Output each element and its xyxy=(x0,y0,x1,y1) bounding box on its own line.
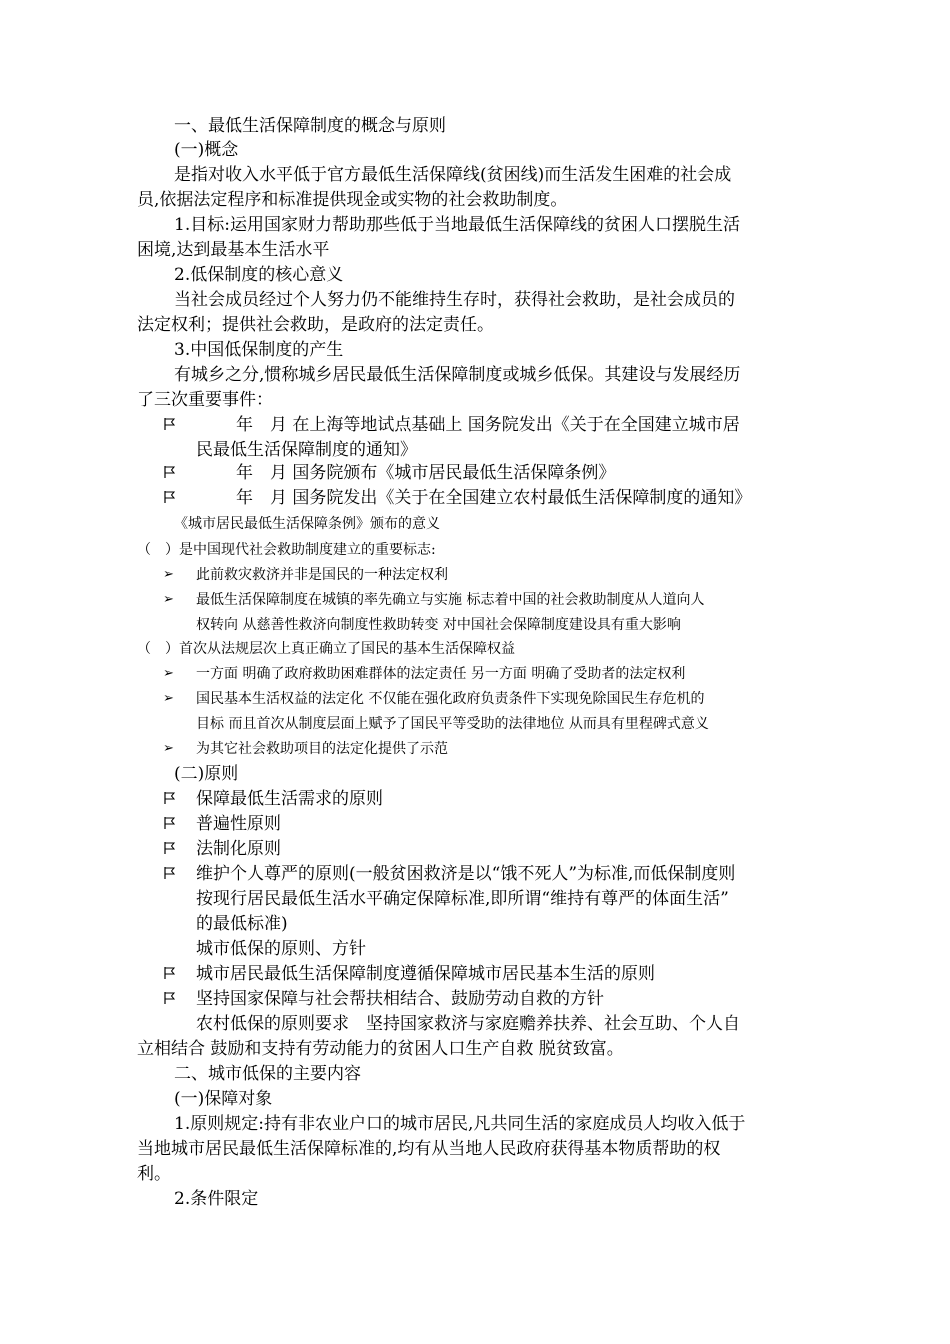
flag-icon xyxy=(163,966,177,980)
event-2: 年 月 国务院颁布《城市居民最低生活保障条例》 xyxy=(236,463,616,483)
arrow-bullet-icon: ➢ xyxy=(163,567,174,582)
subheading-principle: (二)原则 xyxy=(174,764,239,784)
significance-2-bullet-2-line-1: 国民基本生活权益的法定化 不仅能在强化政府负责条件下实现免除国民生存危机的 xyxy=(196,691,705,707)
arrow-bullet-icon: ➢ xyxy=(163,741,174,756)
core-meaning-title: 2.低保制度的核心意义 xyxy=(174,265,344,285)
goal-text-line-1: 1.目标:运用国家财力帮助那些低于当地最低生活保障线的贫困人口摆脱生活 xyxy=(174,215,740,235)
significance-2-bullet-2-line-2: 目标 而且首次从制度层面上赋予了国民平等受助的法律地位 从而具有里程碑式意义 xyxy=(196,716,709,732)
rural-principle-line-2: 立相结合 鼓励和支持有劳动能力的贫困人口生产自救 脱贫致富。 xyxy=(137,1039,624,1059)
event-3: 年 月 国务院发出《关于在全国建立农村最低生活保障制度的通知》 xyxy=(236,488,752,508)
flag-icon xyxy=(163,991,177,1005)
arrow-bullet-icon: ➢ xyxy=(163,666,174,681)
flag-icon xyxy=(163,490,177,504)
significance-2-bullet-1: 一方面 明确了政府救助困难群体的法定责任 另一方面 明确了受助者的法定权利 xyxy=(196,666,686,682)
core-meaning-line-2: 法定权利；提供社会救助，是政府的法定责任。 xyxy=(137,315,494,335)
flag-icon xyxy=(163,841,177,855)
principle-1: 保障最低生活需求的原则 xyxy=(196,789,383,809)
significance-2-bullet-3: 为其它社会救助项目的法定化提供了示范 xyxy=(196,741,448,757)
concept-text-line-2: 员,依据法定程序和标准提供现金或实物的社会救助制度。 xyxy=(137,190,568,210)
rule-line-1: 1.原则规定:持有非农业户口的城市居民,凡共同生活的家庭成员人均收入低于 xyxy=(174,1114,746,1134)
condition-title: 2.条件限定 xyxy=(174,1189,259,1209)
principle-4-line-3: 的最低标准) xyxy=(196,914,288,934)
flag-icon xyxy=(163,417,177,431)
flag-icon xyxy=(163,816,177,830)
significance-1-bullet-2-line-2: 权转向 从慈善性救济向制度性救助转变 对中国社会保障制度建设具有重大影响 xyxy=(196,617,681,633)
goal-text-line-2: 困境,达到最基本生活水平 xyxy=(137,240,330,260)
arrow-bullet-icon: ➢ xyxy=(163,691,174,706)
significance-2: （ ）首次从法规层次上真正确立了国民的基本生活保障权益 xyxy=(137,641,515,657)
rural-principle-line-1: 农村低保的原则要求 坚持国家救济与家庭赡养扶养、社会互助、个人自 xyxy=(196,1014,740,1034)
subheading-concept: (一)概念 xyxy=(174,140,239,160)
event-1-line-1: 年 月 在上海等地试点基础上 国务院发出《关于在全国建立城市居 xyxy=(236,415,740,435)
origin-line-1: 有城乡之分,惯称城乡居民最低生活保障制度或城乡低保。其建设与发展经历 xyxy=(174,365,741,385)
origin-line-2: 了三次重要事件： xyxy=(137,390,273,410)
principle-4-line-2: 按现行居民最低生活水平确定保障标准,即所谓“维持有尊严的体面生活” xyxy=(196,889,729,909)
concept-text-line-1: 是指对收入水平低于官方最低生活保障线(贫困线)而生活发生困难的社会成 xyxy=(174,165,732,185)
flag-icon xyxy=(163,866,177,880)
subheading-target: (一)保障对象 xyxy=(174,1089,273,1109)
section-heading-2: 二、城市低保的主要内容 xyxy=(174,1064,361,1084)
principle-2: 普遍性原则 xyxy=(196,814,281,834)
significance-1-bullet-1: 此前救灾救济并非是国民的一种法定权利 xyxy=(196,567,448,583)
urban-principle-1: 城市居民最低生活保障制度遵循保障城市居民基本生活的原则 xyxy=(196,964,655,984)
significance-1-bullet-2-line-1: 最低生活保障制度在城镇的率先确立与实施 标志着中国的社会救助制度从人道向人 xyxy=(196,592,705,608)
event-1-line-2: 民最低生活保障制度的通知》 xyxy=(196,440,417,460)
section-heading-1: 一、最低生活保障制度的概念与原则 xyxy=(174,116,446,136)
principle-3: 法制化原则 xyxy=(196,839,281,859)
origin-title: 3.中国低保制度的产生 xyxy=(174,340,344,360)
arrow-bullet-icon: ➢ xyxy=(163,592,174,607)
regulation-significance-title: 《城市居民最低生活保障条例》颁布的意义 xyxy=(174,516,440,532)
flag-icon xyxy=(163,465,177,479)
flag-icon xyxy=(163,791,177,805)
urban-principle-title: 城市低保的原则、方针 xyxy=(196,939,366,959)
rule-line-2: 当地城市居民最低生活保障标准的,均有从当地人民政府获得基本物质帮助的权 xyxy=(137,1139,721,1159)
rule-line-3: 利。 xyxy=(137,1164,171,1184)
core-meaning-line-1: 当社会成员经过个人努力仍不能维持生存时，获得社会救助，是社会成员的 xyxy=(174,290,735,310)
significance-1: （ ）是中国现代社会救助制度建立的重要标志: xyxy=(137,542,436,558)
principle-4-line-1: 维护个人尊严的原则(一般贫困救济是以“饿不死人”为标准,而低保制度则 xyxy=(196,864,736,884)
urban-principle-2: 坚持国家保障与社会帮扶相结合、鼓励劳动自救的方针 xyxy=(196,989,604,1009)
